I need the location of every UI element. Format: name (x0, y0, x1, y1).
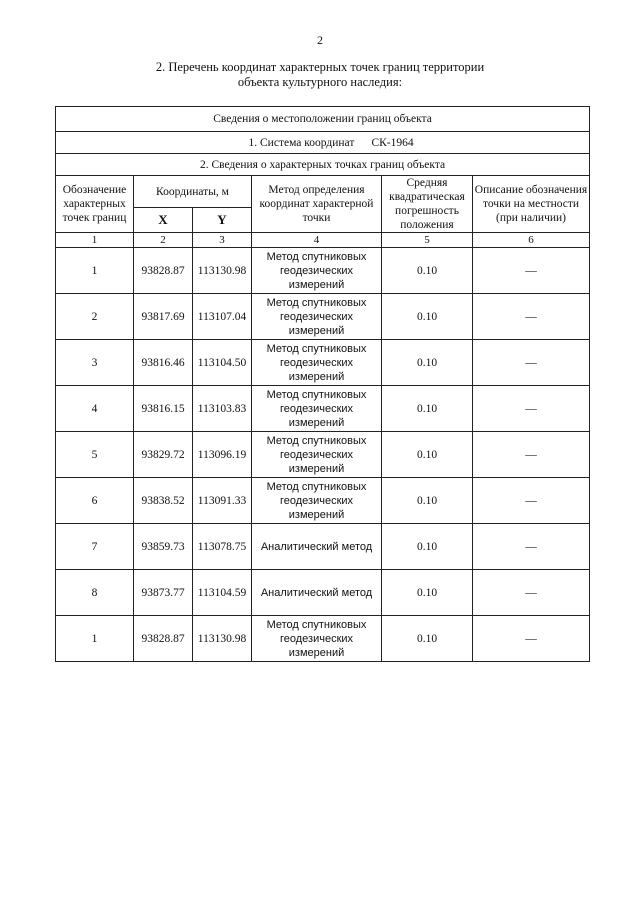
coord-y: 113107.04 (193, 294, 252, 340)
method: Метод спутниковых геодезических измерений (252, 386, 382, 432)
coord-x: 93816.46 (134, 340, 193, 386)
method: Метод спутниковых геодезических измерений (252, 432, 382, 478)
coord-x: 93828.87 (134, 616, 193, 662)
table-row (56, 570, 590, 616)
point-number: 2 (56, 294, 134, 340)
title-line-2: объекта культурного наследия: (237, 75, 403, 89)
error-value: 0.10 (382, 340, 473, 386)
table-row (56, 524, 590, 570)
section-title-row (56, 107, 590, 132)
description: — (473, 570, 590, 616)
coord-system-row (56, 132, 590, 154)
column-number: 5 (382, 233, 473, 248)
coord-y: 113078.75 (193, 524, 252, 570)
description: — (473, 386, 590, 432)
point-number: 1 (56, 616, 134, 662)
error-value: 0.10 (382, 386, 473, 432)
table-row (56, 478, 590, 524)
table-row (56, 386, 590, 432)
coord-x: 93873.77 (134, 570, 193, 616)
header-method: Метод определения координат характерной точки (252, 176, 382, 233)
description: — (473, 432, 590, 478)
error-value: 0.10 (382, 524, 473, 570)
error-value: 0.10 (382, 570, 473, 616)
method: Метод спутниковых геодезических измерений (252, 616, 382, 662)
error-value: 0.10 (382, 432, 473, 478)
point-number: 3 (56, 340, 134, 386)
method: Метод спутниковых геодезических измерений (252, 294, 382, 340)
points-heading: 2. Сведения о характерных точках границ объекта (56, 154, 590, 176)
column-numbers-row (56, 233, 590, 248)
coord-y: 113103.83 (193, 386, 252, 432)
coord-y: 113096.19 (193, 432, 252, 478)
table-row (56, 340, 590, 386)
coord-x: 93816.15 (134, 386, 193, 432)
method: Метод спутниковых геодезических измерений (252, 340, 382, 386)
column-number: 3 (193, 233, 252, 248)
method: Аналитический метод (252, 570, 382, 616)
method: Метод спутниковых геодезических измерений (252, 478, 382, 524)
header-error: Средняя квадратическая погрешность положения (382, 176, 473, 233)
coord-x: 93859.73 (134, 524, 193, 570)
coord-system-value: СК-1964 (371, 136, 414, 149)
error-value: 0.10 (382, 478, 473, 524)
document-title (0, 60, 640, 90)
description: — (473, 478, 590, 524)
coord-system-label: 1. Система координат (248, 136, 355, 149)
point-number: 1 (56, 248, 134, 294)
column-number: 1 (56, 233, 134, 248)
error-value: 0.10 (382, 294, 473, 340)
header-y: Y (193, 208, 252, 233)
header-row (56, 176, 590, 208)
header-description: Описание обозначения точки на местности (при наличии) (473, 176, 590, 233)
point-number: 7 (56, 524, 134, 570)
coord-y: 113104.59 (193, 570, 252, 616)
method: Метод спутниковых геодезических измерений (252, 248, 382, 294)
point-number: 8 (56, 570, 134, 616)
point-number: 5 (56, 432, 134, 478)
description: — (473, 248, 590, 294)
description: — (473, 340, 590, 386)
title-line-1: 2. Перечень координат характерных точек границ территории (155, 60, 485, 74)
point-number: 6 (56, 478, 134, 524)
header-coordinates: Координаты, м (134, 176, 252, 208)
coord-y: 113130.98 (193, 248, 252, 294)
section-title: Сведения о местоположении границ объекта (56, 107, 590, 132)
coord-x: 93817.69 (134, 294, 193, 340)
coord-x: 93838.52 (134, 478, 193, 524)
table-row (56, 432, 590, 478)
method: Аналитический метод (252, 524, 382, 570)
description: — (473, 294, 590, 340)
coord-x: 93828.87 (134, 248, 193, 294)
description: — (473, 616, 590, 662)
header-x: X (134, 208, 193, 233)
coord-y: 113091.33 (193, 478, 252, 524)
coord-y: 113130.98 (193, 616, 252, 662)
description: — (473, 524, 590, 570)
column-number: 4 (252, 233, 382, 248)
coord-x: 93829.72 (134, 432, 193, 478)
error-value: 0.10 (382, 616, 473, 662)
column-number: 6 (473, 233, 590, 248)
coord-y: 113104.50 (193, 340, 252, 386)
table-row (56, 248, 590, 294)
table-row (56, 616, 590, 662)
point-number: 4 (56, 386, 134, 432)
boundary-coordinates-table (55, 106, 590, 662)
error-value: 0.10 (382, 248, 473, 294)
column-number: 2 (134, 233, 193, 248)
table-row (56, 294, 590, 340)
header-point-designation: Обозначение характерных точек границ (56, 176, 134, 233)
points-heading-row (56, 154, 590, 176)
page-number: 2 (317, 33, 323, 47)
